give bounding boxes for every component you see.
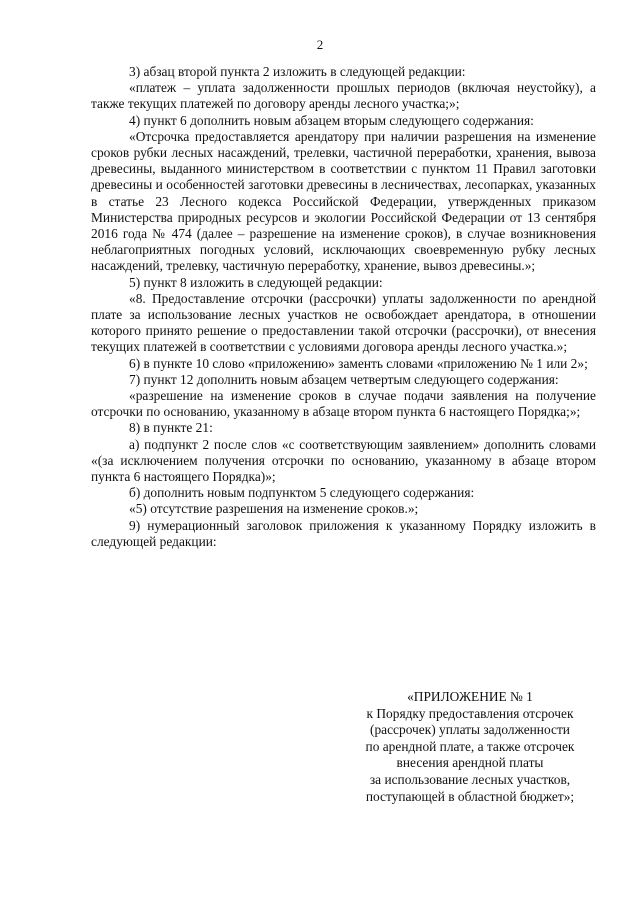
paragraph-item-6: 6) в пункте 10 слово «приложению» заменть словами «приложению № 1 или 2»;: [129, 355, 588, 371]
appendix-line: внесения арендной платы: [396, 755, 544, 771]
appendix-line: к Порядку предоставления отсрочек: [366, 705, 574, 721]
appendix-line: «ПРИЛОЖЕНИЕ № 1: [407, 689, 533, 704]
appendix-line: по арендной плате, а также отсрочек: [365, 738, 575, 754]
paragraph-point-8-text: «8. Предоставление отсрочки (рассрочки) уплаты задолженности по арендной плате за использование лесных участков не освобождает арендатора, в отношении которого принято решение о предоставлении такой отсрочки (рассрочки), от внесения текущих платежей в соответствии с условиями договора аренды лесного участка.»;: [91, 290, 596, 355]
paragraph-permission-text: «разрешение на изменение сроков в случае подачи заявления на получение отсрочки по основанию, указанному в абзаце втором пункта 6 настоящего Порядка;»;: [91, 388, 596, 420]
paragraph-subitem-b: б) дополнить новым подпунктом 5 следующего содержания:: [129, 485, 475, 501]
paragraph-deferral-text: «Отсрочка предоставляется арендатору при наличии разрешения на изменение сроков рубки лесных насаждений, трелевки, частичной переработки, хранения, вывоза древесины, выданного министерством в соответствии с пунктом 11 Правил заготовки древесины и особенностей заготовки древесины в лесничествах, лесопарках, указанных в статье 23 Лесного кодекса Российской Федерации, утвержденных приказом Министерства природных ресурсов и экологии Российской Федерации от 13 сентября 2016 года № 474 (далее – разрешение на изменение сроков), в случае возникновения неблагоприятных погодных условий, исключающих своевременную рубку лесных насаждений, трелевку, частичную переработку, хранение, вывоз древесины.»;: [91, 128, 596, 274]
paragraph-item-4: 4) пункт 6 дополнить новым абзацем вторым следующего содержания:: [129, 112, 534, 128]
appendix-line: за использование лесных участков,: [369, 771, 571, 787]
appendix-heading: [335, 689, 605, 805]
paragraph-subitem-5-text: «5) отсутствие разрешения на изменение сроков.»;: [129, 501, 419, 517]
paragraph-subitem-a: а) подпункт 2 после слов «с соответствующим заявлением» дополнить словами «(за исключением получения отсрочки по основанию, указанному в абзаце втором пункта 6 настоящего Порядка)»;: [91, 436, 596, 485]
paragraph-item-9: 9) нумерационный заголовок приложения к указанному Порядку изложить в следующей редакции:: [91, 517, 596, 549]
paragraph-item-3: 3) абзац второй пункта 2 изложить в следующей редакции:: [129, 64, 466, 79]
paragraph-payment-definition: «платеж – уплата задолженности прошлых периодов (включая неустойку), а также текущих платежей по договору аренды лесного участка;»;: [91, 80, 596, 112]
document-body: [91, 64, 596, 550]
page-number: 2: [316, 37, 324, 52]
paragraph-item-8: 8) в пункте 21:: [129, 420, 213, 436]
appendix-line: поступающей в областной бюджет»;: [365, 788, 575, 804]
paragraph-item-7: 7) пункт 12 дополнить новым абзацем четвертым следующего содержания:: [129, 371, 559, 387]
paragraph-item-5: 5) пункт 8 изложить в следующей редакции:: [129, 274, 383, 290]
appendix-line: (рассрочек) уплаты задолженности: [370, 722, 570, 738]
